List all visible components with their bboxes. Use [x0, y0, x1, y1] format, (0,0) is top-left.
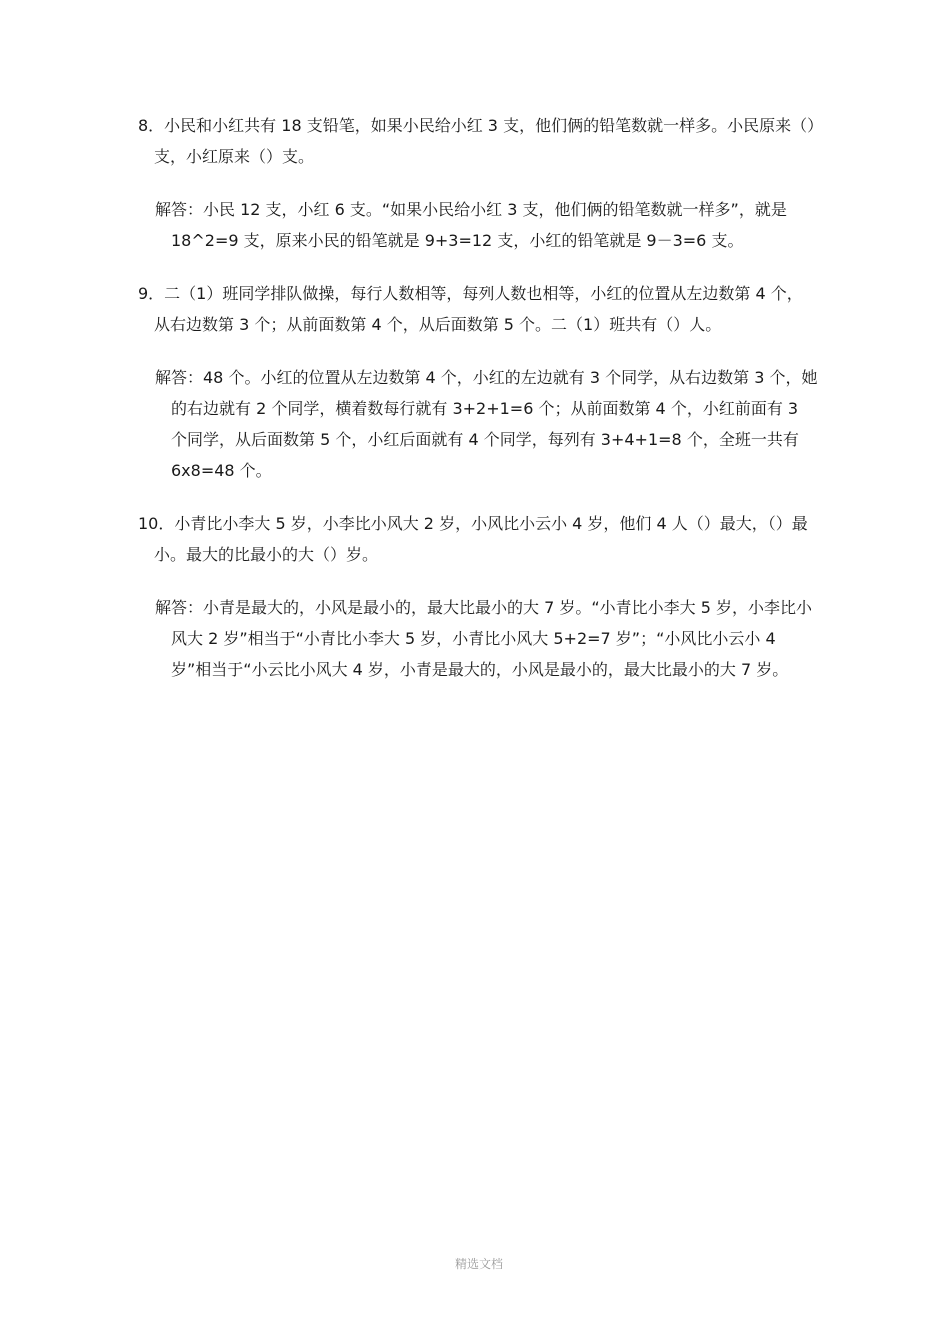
problem-10-answer: 解答：小青是最大的，小风是最小的，最大比最小的大 7 岁。“小青比小李大 5 岁，小李比小风大 2 岁”相当于“小青比小李大 5 岁，小青比小风大 5+2=7 岁”；“小风比小云小 4 岁”相当于“小云比小风大 4 岁，小青是最大的，小风是最小的，最大比最小的大 7 岁。 — [155, 598, 812, 679]
document-content — [138, 110, 818, 707]
problem-8-question: 8．小民和小红共有 18 支铅笔，如果小民给小红 3 支，他们俩的铅笔数就一样多。小民原来（）支，小红原来（）支。 — [138, 116, 816, 166]
problem-8-answer: 解答：小民 12 支，小红 6 支。“如果小民给小红 3 支，他们俩的铅笔数就一样多”，就是 18^2=9 支，原来小民的铅笔就是 9+3=12 支，小红的铅笔就是 9－3=6 支。 — [155, 200, 787, 250]
page-footer: 精选文档 — [455, 1257, 504, 1271]
problem-8 — [138, 110, 818, 256]
problem-9-question: 9．二（1）班同学排队做操，每行人数相等，每列人数也相等，小红的位置从左边数第 4 个，从右边数第 3 个；从前面数第 4 个，从后面数第 5 个。二（1）班共有（）人。 — [138, 284, 803, 334]
problem-9 — [138, 278, 818, 486]
problem-9-answer: 解答：48 个。小红的位置从左边数第 4 个，小红的左边就有 3 个同学，从右边数第 3 个，她的右边就有 2 个同学，横着数每行就有 3+2+1=6 个；从前面数第 4 个，小红前面有 3 个同学，从后面数第 5 个，小红后面就有 4 个同学，每列有 3+4+1=8 个，全班一共有 6x8=48 个。 — [155, 368, 818, 480]
problem-10 — [138, 508, 818, 685]
problem-10-question: 10．小青比小李大 5 岁，小李比小风大 2 岁，小风比小云小 4 岁，他们 4 人（）最大，（）最小。最大的比最小的大（）岁。 — [138, 514, 808, 564]
